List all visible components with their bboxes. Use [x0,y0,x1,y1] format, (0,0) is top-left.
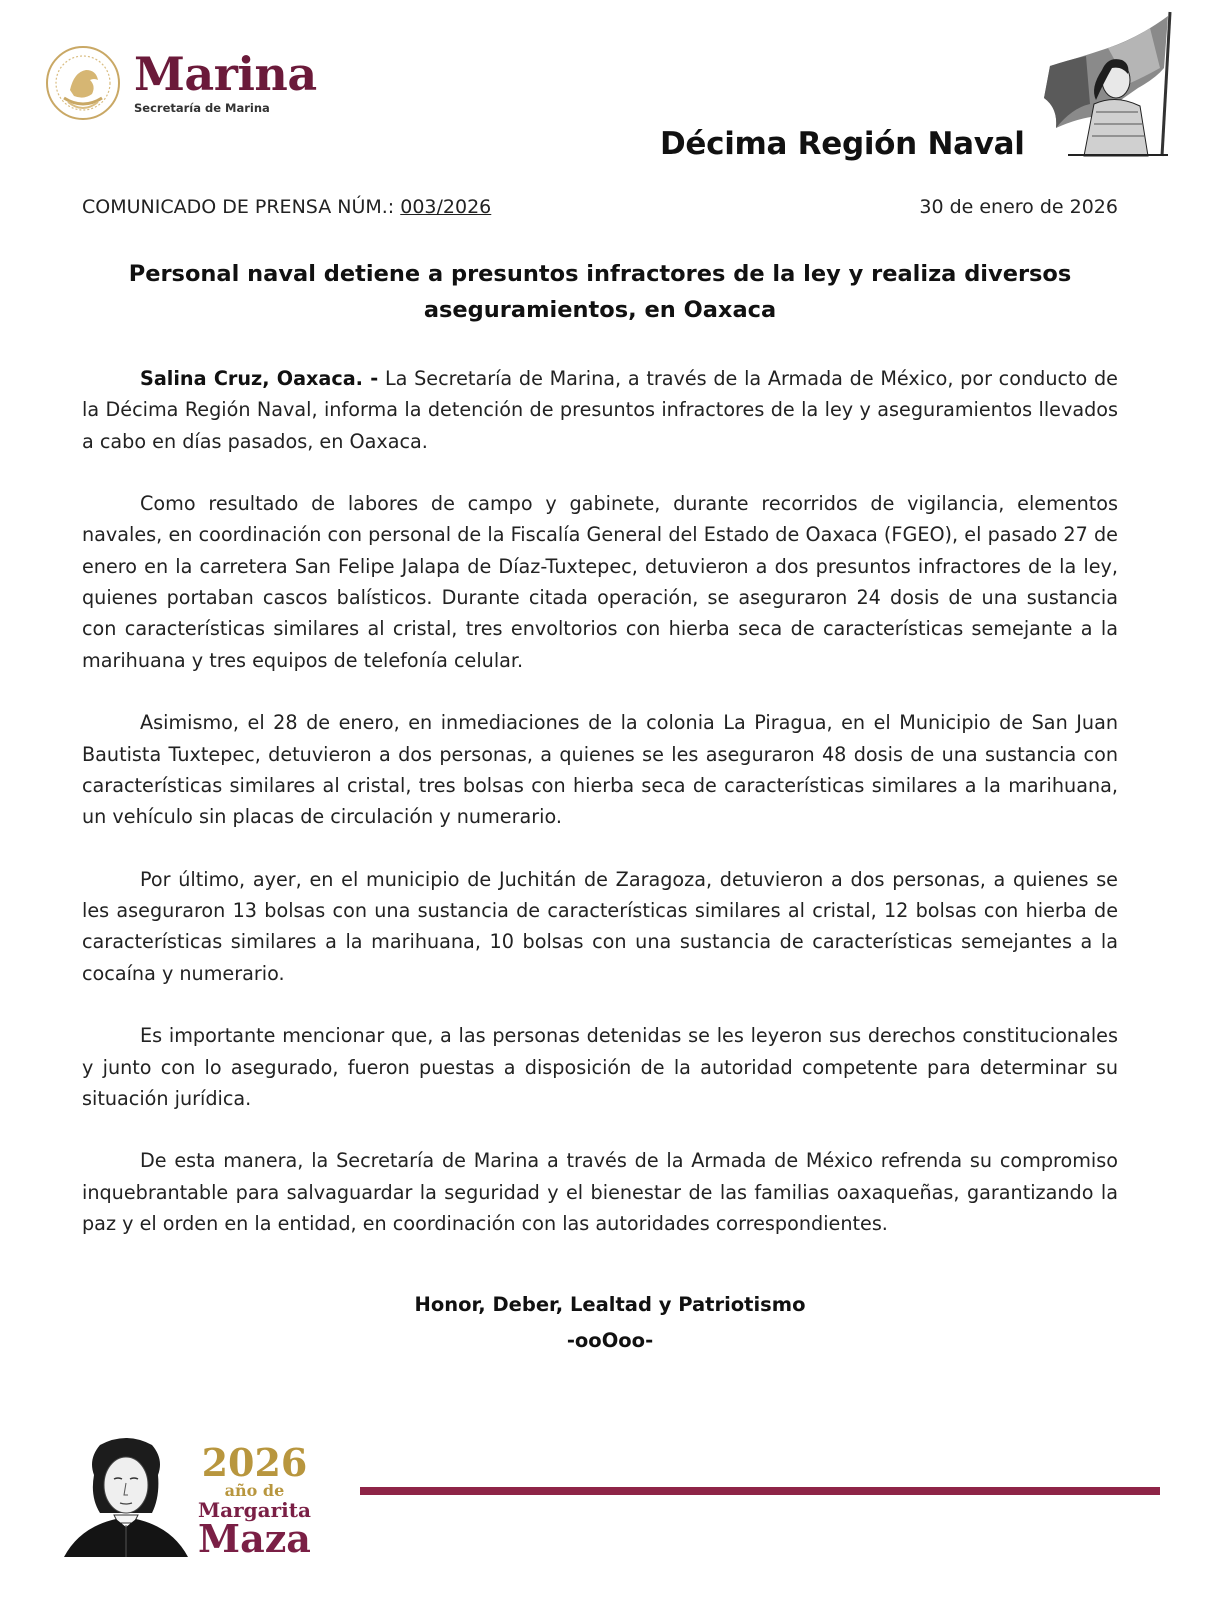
paragraph-5: Es importante mencionar que, a las personas detenidas se les leyeron sus derechos constitucionales y junto con lo asegurado, fueron puestas a disposición de la autoridad competente para determinar su situación jurídica. [82,1024,1118,1110]
paragraph-6: De esta manera, la Secretaría de Marina a través de la Armada de México refrenda su compromiso inquebrantable para salvaguardar la seguridad y el bienestar de las familias oaxaqueñas, garantizando la paz y el orden en la entidad, en coordinación con las autoridades correspondientes. [82,1149,1118,1236]
year-number: 2026 [201,1440,308,1485]
dateline: Salina Cruz, Oaxaca. - [140,367,379,390]
year-logo [60,1435,311,1561]
press-release-number-value: 003/2026 [400,196,492,218]
national-seal-icon [44,44,122,122]
footer-divider [360,1487,1160,1495]
motto: Honor, Deber, Lealtad y Patriotismo [414,1293,806,1316]
paragraph-1 [82,363,1118,457]
heroine-flag-illustration [1038,8,1178,160]
paragraph-1-text: La Secretaría de Marina, a través de la Armada de México, por conducto de la Décima Región Naval, informa la detención de presuntos infractores de la ley y aseguramientos llevados a cabo en días pasados, en Oaxaca. [82,367,1118,453]
year-dedication [198,1440,311,1561]
paragraph-3: Asimismo, el 28 de enero, en inmediaciones de la colonia La Piragua, en el Municipio de San Juan Bautista Tuxtepec, detuvieron a dos personas, a quienes se les aseguraron 48 dosis de una sustancia con características similares al cristal, tres bolsas con hierba seca de características similares a la marihuana, un vehículo sin placas de circulación y numerario. [82,711,1118,829]
region-title: Décima Región Naval [660,126,1025,162]
honoree-last-name: Maza [198,1516,311,1561]
press-release-date: 30 de enero de 2026 [919,196,1118,218]
marina-logo [44,44,317,122]
press-release-label: COMUNICADO DE PRENSA NÚM.: [82,196,401,218]
brand-subtitle: Secretaría de Marina [134,101,270,115]
year-of: año de [224,1481,285,1500]
paragraph-2: Como resultado de labores de campo y gabinete, durante recorridos de vigilancia, elementos navales, en coordinación con personal de la Fiscalía General del Estado de Oaxaca (FGEO), el pasado 27 de enero en la carretera San Felipe Jalapa de Díaz-Tuxtepec, detuvieron a dos presuntos infractores de la ley, quienes portaban cascos balísticos. Durante citada operación, se aseguraron 24 dosis de una sustancia con características similares al cristal, tres envoltorios con hierba seca de características semejante a la marihuana y tres equipos de telefonía celular. [82,492,1118,672]
paragraph-4: Por último, ayer, en el municipio de Juchitán de Zaragoza, detuvieron a dos personas, a quienes se les aseguraron 13 bolsas con una sustancia de características similares al cristal, 12 bolsas con hierba de características similares a la marihuana, 10 bolsas con una sustancia de características semejantes a la cocaína y numerario. [82,867,1118,985]
article-body [82,363,1118,1271]
brand-name: Marina [134,47,317,101]
press-release-number [82,196,491,218]
honoree-first-name: Margarita [198,1498,311,1522]
closing-ornament: -ooOoo- [566,1329,654,1352]
press-release-meta [82,196,1118,218]
margarita-maza-portrait [60,1435,192,1557]
headline: Personal naval detiene a presuntos infractores de la ley y realiza diversos aseguramientos, en Oaxaca [128,261,1072,323]
